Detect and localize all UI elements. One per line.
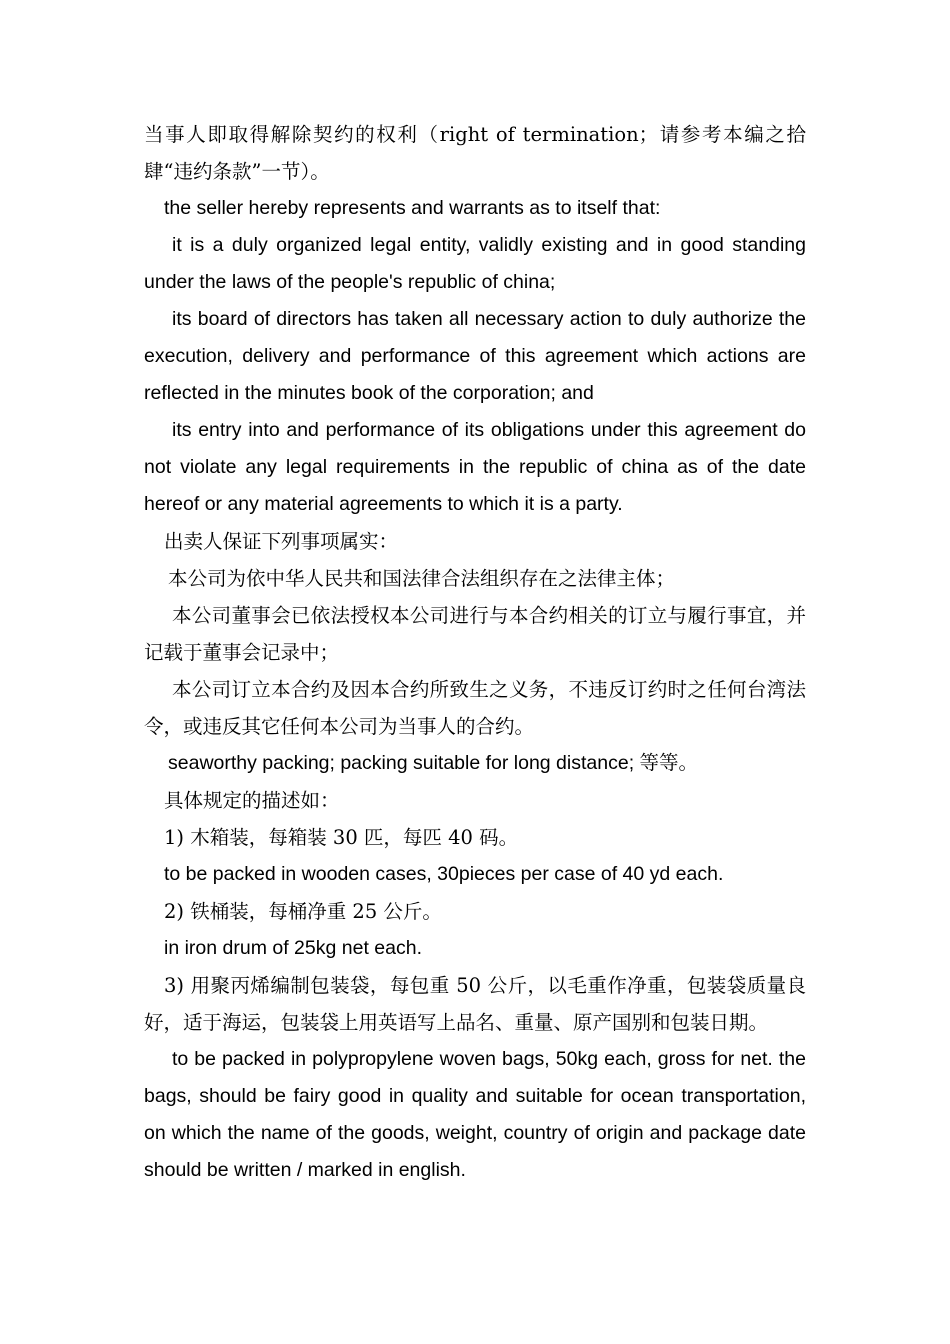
paragraph-board-authorization-cn: 本公司董事会已依法授权本公司进行与本合约相关的订立与履行事宜，并记载于董事会记录中； [144, 604, 806, 664]
paragraph-wooden-cases-en: to be packed in wooden cases, 30pieces per case of 40 yd each. [164, 863, 724, 885]
paragraph-iron-drum-en: in iron drum of 25kg net each. [164, 937, 422, 959]
paragraph-polypropylene-bags-en: to be packed in polypropylene woven bags, 50kg each, gross for net. the bags, should be fairy good in quality and suitable for ocean transportation, on which the name of the goods, weight, country of origin and package date should be written / marked in english. [144, 1048, 806, 1181]
paragraph-seaworthy-packing: seaworthy packing; packing suitable for long distance; 等等。 [168, 752, 699, 774]
paragraph-legal-entity: it is a duly organized legal entity, validly existing and in good standing under the laws of the people's republic of china; [144, 234, 806, 293]
paragraph-wooden-cases-cn: 1) 木箱装，每箱装 30 匹，每匹 40 码。 [164, 826, 519, 849]
document-body [144, 116, 806, 1189]
paragraph-legal-entity-cn: 本公司为依中华人民共和国法律合法组织存在之法律主体； [168, 567, 676, 590]
paragraph-seller-guarantee-cn: 出卖人保证下列事项属实： [164, 530, 399, 553]
paragraph-specific-rules-cn: 具体规定的描述如： [164, 789, 340, 812]
paragraph-polypropylene-bags-cn: 3) 用聚丙烯编制包装袋，每包重 50 公斤，以毛重作净重，包装袋质量良好，适于海运，包装袋上用英语写上品名、重量、原产国别和包装日期。 [144, 974, 806, 1034]
paragraph-board-authorization: its board of directors has taken all necessary action to duly authorize the execution, delivery and performance of this agreement which actions are reflected in the minutes book of the corporation; and [144, 308, 806, 404]
paragraph-termination-right: 当事人即取得解除契约的权利（right of termination；请参考本编之拾肆“违约条款”一节）。 [144, 123, 806, 183]
paragraph-iron-drum-cn: 2) 铁桶装，每桶净重 25 公斤。 [164, 900, 442, 923]
paragraph-seller-represents: the seller hereby represents and warrants as to itself that: [164, 197, 661, 219]
paragraph-no-violation-cn: 本公司订立本合约及因本合约所致生之义务，不违反订约时之任何台湾法令，或违反其它任何本公司为当事人的合约。 [144, 678, 806, 738]
paragraph-no-violation: its entry into and performance of its obligations under this agreement do not violate any legal requirements in the republic of china as of the date hereof or any material agreements to which it is a party. [144, 419, 806, 515]
